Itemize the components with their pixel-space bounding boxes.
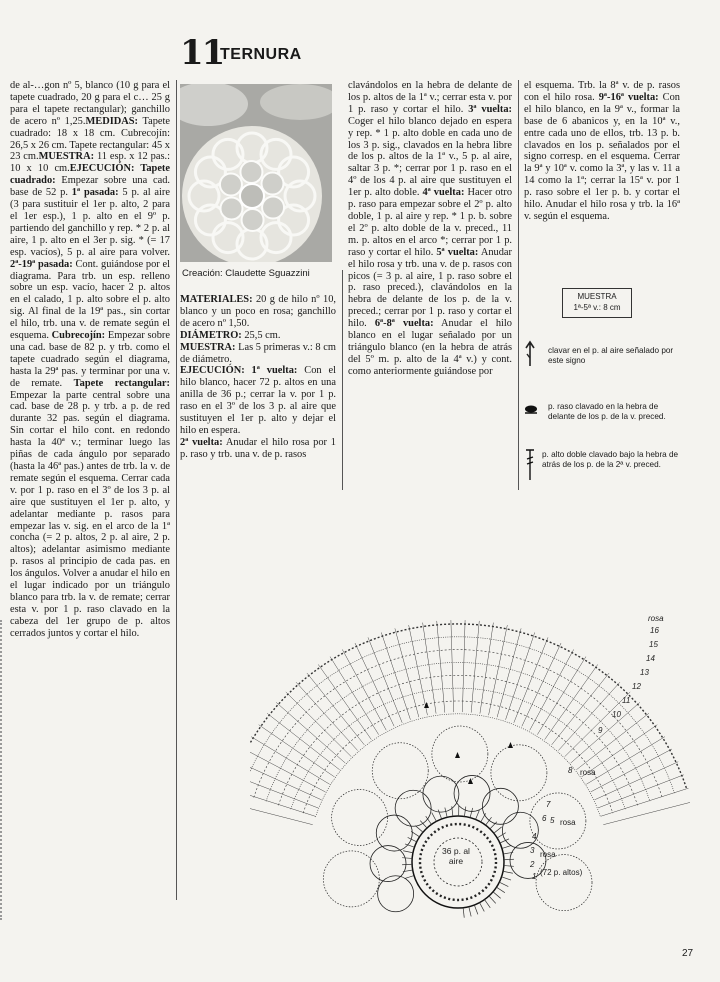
fan-row-arc [278, 675, 637, 805]
bold-heading: MEDIDAS: [85, 115, 138, 127]
fan-rib [558, 682, 620, 750]
row-label: 1 [532, 872, 537, 881]
row-label: 6 [542, 814, 547, 823]
shell-arc [370, 846, 406, 882]
instructions-column-3 [348, 80, 512, 378]
bold-heading: DIÁMETRO: [180, 329, 242, 341]
stitch-mark [481, 813, 486, 822]
raso-front-icon [524, 404, 538, 414]
stitch-mark [445, 808, 447, 818]
body-text: Empezar sobre una cad. base de 52 p. [10, 175, 170, 199]
stitch-mark [402, 858, 412, 859]
stitch-mark [476, 810, 480, 819]
bold-heading: Cubrecojín: [51, 330, 106, 342]
scallop [491, 745, 547, 801]
scallop [332, 789, 388, 845]
fan-rib [409, 625, 428, 715]
stitch-mark [496, 887, 504, 892]
body-text: el esquema. Trb. la 8ª v. de p. rasos con el hilo rosa. [524, 80, 680, 103]
paragraph-segment [10, 378, 170, 639]
instructions-column-2 [180, 294, 336, 461]
body-text: clavándolos en la hebra de delante de los p. altos de la 1ª v.; cerrar esta v. por 1 p. raso y cortar el hilo. [348, 80, 512, 115]
bold-heading: 3ª vuelta: [468, 103, 512, 115]
stitch-mark [503, 871, 513, 873]
stitch-mark [499, 882, 508, 886]
fan-rib [598, 775, 684, 808]
bold-heading: 5ª vuelta: [436, 246, 479, 258]
fan-rib [497, 628, 521, 717]
stitch-mark [464, 807, 465, 817]
stitch-mark [432, 813, 437, 822]
fan-rib [423, 623, 436, 714]
body-text: 20 g de hilo nº 10, blanco y un poco en rosa; ganchillo de acero nº 1,50. [180, 294, 336, 329]
fan-rib [571, 702, 640, 763]
body-text: 25,5 cm. [241, 329, 281, 341]
fan-rib [296, 682, 358, 750]
paragraph-segment [10, 80, 34, 91]
stitch-mark [415, 826, 423, 832]
fan-rib [286, 692, 351, 757]
bold-heading: 4ª vuelta: [422, 187, 465, 199]
fan-rib [259, 725, 335, 777]
column-divider [518, 80, 519, 490]
fan-rib [489, 625, 508, 715]
fan-rib [591, 749, 672, 792]
body-text: Anudar el hilo rosa por 1 p. raso y trb. una v. de p. rasos [180, 436, 336, 460]
bold-heading: 6ª-8ª vuelta: [374, 318, 434, 330]
row-label: rosa [540, 850, 556, 859]
fan-rib [342, 649, 386, 730]
bold-heading: 9ª-16ª vuelta: [598, 91, 659, 103]
doily-photo [180, 84, 332, 262]
body-text: Coger el hilo blanco dejado en espera y rep. * 1 p. alto doble en cada uno de los 3 p. sig., clavados en la hebra libre de los p. altos de la 1ª v., 5 p. al aire, saltar 3 p. *; cerrar por 1 p. raso en el 4º de los 4 p. al aire que sustituyen el 1er p. alto doble. [348, 115, 512, 199]
body-text: Las 5 primeras v.: 8 cm de diámetro. [180, 341, 336, 365]
body-text: Empezar sobre una cad. base de 82 p. y trb. como el tapete cuadrado según el diagrama, hasta la 29ª pas. y terminar por una v. de remate. [10, 330, 170, 389]
bold-heading: Tapete rectangular: [73, 377, 170, 389]
stitch-mark [493, 892, 501, 898]
body-text: 11 esp. x 12 pas.: 10 x 10 cm. [10, 151, 170, 175]
crochet-diagram [250, 570, 690, 935]
row-label: 3 [530, 846, 535, 855]
clavar-arrow-icon [524, 340, 536, 368]
bold-heading: 2ª vuelta: [180, 436, 223, 448]
instructions-column-4 [524, 80, 680, 223]
triangle-marker [455, 752, 460, 758]
page-number: 27 [682, 948, 694, 959]
fan-row-arc [291, 688, 625, 809]
stitch-mark [474, 905, 478, 914]
binding-edge [0, 620, 12, 920]
diagram-center-label: 36 p. al aire [442, 846, 470, 866]
scallop [536, 855, 592, 911]
instructions-column-1 [10, 80, 170, 640]
stitch-mark [470, 808, 473, 818]
paragraph-segment [524, 92, 680, 222]
paragraph-segment [180, 342, 336, 365]
fan-rib [307, 673, 364, 745]
scallop [372, 743, 428, 799]
fan-row-arc [250, 624, 687, 790]
row-label: 11 [622, 696, 631, 705]
body-text: Con el hilo blanco, hacer 72 p. altos en una anilla de 36 p.; cerrar la v. por 1 p. raso en el 3º de los 3 p. al aire que sustituyen el 1er p. alto y dejar el hilo en espera. [180, 365, 336, 436]
row-label: 7 [546, 800, 551, 809]
fan-rib [522, 643, 561, 726]
stitch-mark [403, 851, 413, 853]
fan-rib [471, 621, 479, 713]
body-text: Tapete cuadrado: 18 x 18 cm. Cubrecojín: 26,5 x 26 cm. Tapete rectangular: 45 x 23 cm. [10, 115, 170, 163]
fan-rib [576, 713, 649, 770]
sample-value: 1ª-5ª v.: 8 cm [573, 303, 621, 312]
bold-heading: EJECUCIÓN: Tapete cuadrado: [10, 163, 171, 187]
body-text: de al- [10, 80, 34, 91]
magazine-page: 11 TERNURA de al-…gon nº 5, blanco (10 g para el tapete cuadrado, 20 g para el c… 25 g para el tapete rectangular); ganchillo de acero nº 1,25.MEDIDAS: Tapete cuadrado: 18 x 18 cm. Cubrecojín: 26,5 x 26 cm. Tapete rectangular: 45 x 23 cm.MUESTRA: 11 esp. x 12 pas.: 10 x 10 cm.EJECUCIÓN: Tapete cuadrado: Empezar sobre una cad. base de 52 p. 1ª pasada: 5 p. al aire (3 para sustituir el 1er p. alto, 2 para el 1er esp.), 1 p. alto en el 9º p. partiendo del ganchillo y rep. * 2 p. al aire, 1 p. alto en el 3er p. sig. * (= 17 esp. vacíos), 5 p. al aire para volver. 2ª-19ª pasada: Cont. guiándose por el diagrama. Para trb. un esp. relleno sobre un esp. vacío, hacer 2 p. altos en el calado, 1 p. alto sobre el p. alto sig. Al final de la 19ª pas., sin cortar el hilo, trb. una v. de remate según el esquema. Cubrecojín: Empezar sobre una cad. base de 82 p. y trb. como el tapete cuadrado según el diagrama, hasta la 29ª pas. y terminar por una v. de remate. Tapete rectangular: Empezar la parte central sobre una cad. base de 28 p. y trb. a p. de red durante 32 pas. según el diagrama. Sin cortar el hilo cont. en redondo hasta la 40ª v.; terminar luego las piñas de cada ángulo por separado (hasta la 46ª pas.) antes de trb. la v. de remate según el esquema. Cerrar cada v. por 1 p. raso en el 3º de los 3 p. al aire que sustituyen el 1er p. alto, y adelantar mediante p. rasos para empezar las v. sig. en el arco de la 1ª concha (= 2 p. altos, 2 p. al aire, 2 p. altos); adelantar asimismo mediante p. rasos al principio de cada pas. en los ángulos. Volver a anudar el hilo en el lugar indicado por un triángulo blanco para trb. la v. de remate; cerrar esta v. por 1 p. raso clavado en la cabeza del 1er grupo de p. altos cerrados juntos y cortar el hilo. Creación: Claudette Sguazzini MATERIALES: 20 g de hilo nº 10, blanco y un poco en rosa; ganchillo de acero nº 1,50. DIÁMETRO: 25,5 cm. MUESTRA: Las 5 primeras v.: 8 cm de diámetro. EJECUCIÓN: 1ª vuelta: Con el hilo blanco, hacer 72 p. altos en una anilla de 36 p.; cerrar la v. por 1 p. raso en el 3º de los 3 p. al aire que sustituyen el 1er p. alto y dejar el hilo en espera. 2ª vuelta: Anudar el hilo rosa por 1 p. raso y trb. una v. de p. rasos clavándolos en la hebra de delante de los p. altos de la 1ª v.; cerrar esta v. por 1 p. raso y cortar el hilo. 3ª vuelta: Coger el hilo blanco dejado en espera y rep. * 1 p. alto doble en cada uno de los 3 p. sig., clavados en la hebra libre de los p. altos de la 1ª v., 5 p. al aire, saltar 3 p. *; cerrar por 1 p. raso en el 4º de los 4 p. al aire que sustituyen el 1er p. alto doble. 4ª vuelta: Hacer otro p. raso para empezar sobre el 2º p. alto doble, 1 p. al aire y rep. * 1 p. b. sobre el 2º p. alto doble de la v. preced., 11 m. p. altos en el arco *; cerrar por 1 p. raso y cortar el hilo. 5ª vuelta: Anudar el hilo rosa y trb. una v. de p. rasos con picos (= 3 p. al aire, 1 p. raso sobre el p. raso preced.), clavándolos en la hebra de delante de los p. de la v. preced.; cerrar por 1 p. raso y cortar el hilo. 6ª-8ª vuelta: Anudar el hilo blanco en el lugar señalado por un triángulo blanco (en la hebra de atrás del 5º m. p. alto de la 4ª v.) y cont. como anteriormente guiándose por el esquema. Trb. la 8ª v. de p. rasos con el hilo rosa. 9ª-16ª vuelta: Con el hilo blanco, en la 9ª v., formar la base de 6 abanicos y, en la 10ª v., entre cada uno de ellos, trb. 13 p. b. clavados en los p. señalados por el signo corresp. en el esquema. Cerrar la 9ª y 10ª v. como la 3ª, y las v. 11 a 14 como la 1ª; cerrar la 15ª v. por 1 p. raso sobre el 1er p. b. y cortar el hilo. Anudar el hilo rosa y trb. la 16ª v. según el esquema. MUESTRA 1ª-5ª v.: 8 cm clavar en el p. al aire señalado por este signo p. raso clavado en la hebra de delante de los p. de la v. preced. p. alto doble clavado bajo la hebra de atrás de los p. de la 2ª v. preced. 36 p. al aire rosa 16 15 14 13 12 11 10 9 8 rosa 7 6 5 rosa 4 3 2 rosa 1 (72 p. altos) 27 [0, 0, 720, 982]
paragraph-segment [180, 294, 336, 329]
fan-rib [603, 802, 690, 825]
stitch-mark [405, 876, 415, 879]
fan-rib [251, 737, 330, 785]
fan-rib [355, 643, 394, 726]
fan-rib [250, 775, 318, 808]
bold-heading: MATERIALES: [180, 294, 253, 305]
fan-rib [437, 621, 445, 713]
paragraph-segment [180, 437, 336, 460]
fan-rib [395, 628, 419, 717]
pattern-number: 11 [180, 33, 224, 73]
row-label: rosa [560, 818, 576, 827]
scallop [323, 851, 379, 907]
fan-rib [545, 664, 598, 739]
row-label: rosa [580, 768, 596, 777]
photo-credit: Creación: Claudette Sguazzini [182, 268, 310, 279]
fan-rib [565, 692, 630, 757]
fan-rib [462, 620, 465, 712]
shell-arc [376, 815, 412, 851]
row-label: 12 [632, 682, 641, 691]
pattern-title: TERNURA [220, 46, 302, 63]
shell-arc [423, 776, 459, 812]
stitch-mark [463, 908, 464, 918]
fan-rib [318, 664, 371, 739]
body-text: Empezar la parte central sobre una cad. base de 28 p. y trb. a p. de red durante 32 pas. según el diagrama. Sin cortar el hilo cont. en redondo hasta la 40ª v.; terminar luego las piñas de cada ángulo por separado (hasta la 46ª pas.) antes de trb. la v. de remate según el esquema. Cerrar cada v. por 1 p. raso en el 3º de los 3 p. al aire que sustituyen el 1er p. alto, y adelantar mediante p. rasos para empezar las v. sig. en el arco de la 1ª concha (= 2 p. altos, 2 p. al aire, 2 p. altos); adelantar asimismo mediante p. rasos al principio de cada pas. en los ángulos. Volver a anudar el hilo en el lugar indicado por un triángulo blanco para trb. la v. de remate; cerrar esta v. por 1 p. raso clavado en la cabeza del 1er grupo de p. altos cerrados juntos y cortar el hilo. [10, 389, 170, 639]
body-text: Hacer otro p. raso para empezar sobre el 2º p. alto doble, 1 p. al aire y rep. * 1 p. b. sobre el 2º p. alto doble de la v. preced., 11 m. p. altos en el arco *; cerrar por 1 p. raso y cortar el hilo. [348, 187, 513, 258]
stitch-mark [502, 845, 512, 848]
sample-box [562, 288, 632, 318]
body-text: Cont. guiándose por el diagrama. Para trb. un esp. relleno sobre un esp. vacío, hacer 2 p. altos en el calado, 1 p. alto sobre el p. alto sig. Al final de la 19ª pas., sin cortar el hilo, trb. una v. de remate según el esquema. [10, 258, 170, 342]
stitch-mark [438, 810, 442, 819]
paragraph-segment [348, 104, 512, 198]
stitch-mark [504, 866, 514, 867]
fan-rib [480, 623, 493, 714]
fan-rib [586, 737, 665, 785]
shell-arc [454, 775, 490, 811]
stitch-mark [497, 833, 506, 838]
column-divider [176, 80, 177, 900]
fan-rib [530, 649, 574, 730]
paragraph-segment [180, 365, 336, 436]
fan-row-arc [250, 637, 675, 794]
body-text: Con el hilo blanco, en la 9ª v., formar la base de 6 abanicos y, en la 10ª v., entre cada uno de ellos, trb. 13 p. b. clavados en los p. señalados por el signo corresp. en el esquema. Cerrar la 9ª y 10ª v. como la 3ª, y las v. 11 a 14 como la 1ª; cerrar la 15ª v. por 1 p. raso sobre el 1er p. b. y cortar el hilo. Anudar el hilo rosa y trb. la 16ª v. según el esquema. [524, 91, 680, 222]
paragraph-segment [348, 247, 512, 329]
row-label: 5 [550, 816, 555, 825]
stitch-mark [485, 900, 491, 908]
alto-doble-back-icon [524, 448, 536, 482]
row-label: 9 [598, 726, 603, 735]
stitch-mark [469, 907, 471, 917]
fan-rib [451, 620, 454, 712]
fan-rib [276, 702, 345, 763]
stitch-mark [480, 903, 485, 912]
scallop [432, 726, 488, 782]
paragraph-segment [180, 330, 280, 341]
body-text: 5 p. al aire (3 para sustituir el 1er p. alto, 2 para el 1er esp.), 1 p. alto en el 9º p. partiendo del ganchillo y rep. * 2 p. al aire, 1 p. alto en el 3er p. sig. * (= 17 esp. vacíos), 5 p. al aire para volver. [10, 187, 170, 258]
fan-rib [267, 713, 340, 770]
row-label: 16 [650, 626, 659, 635]
bold-heading: 2ª-19ª pasada: [10, 258, 73, 270]
row-label: 15 [649, 640, 658, 649]
pattern-header [180, 34, 700, 74]
bold-heading: 1ª pasada: [71, 187, 119, 199]
row-label: rosa [648, 614, 664, 623]
fan-rib [537, 657, 586, 735]
stitch-mark [494, 827, 502, 833]
row-label: (72 p. altos) [540, 868, 583, 877]
sample-title: MUESTRA [577, 292, 617, 301]
stitch-mark [489, 896, 496, 903]
bold-heading: EJECUCIÓN: 1ª vuelta: [180, 365, 298, 377]
triangle-marker [508, 742, 513, 748]
bold-heading: MUESTRA: [38, 151, 95, 163]
row-label: 14 [646, 654, 655, 663]
bold-heading: MUESTRA: [180, 341, 236, 353]
stitch-mark [502, 877, 511, 880]
column-divider [342, 270, 343, 490]
body-text: Anudar el hilo rosa y trb. una v. de p. rasos con picos (= 3 p. al aire, 1 p. raso sobre el p. raso preced.), clavándolos en la hebra de delante de los p. de la v. preced.; cerrar por 1 p. raso y cortar el hilo. [348, 246, 513, 330]
scallop [530, 793, 586, 849]
fan-rib [330, 657, 379, 735]
fan-rib [601, 788, 689, 816]
row-label: 2 [530, 860, 535, 869]
row-label: 10 [612, 710, 621, 719]
row-label: 8 [568, 766, 573, 775]
row-label: 4 [532, 832, 537, 841]
fan-rib [595, 762, 679, 800]
row-label: 13 [640, 668, 649, 677]
fan-row-arc [316, 714, 601, 817]
paragraph-segment [10, 259, 170, 341]
stitch-mark [408, 837, 417, 841]
body-text: …gon nº 5, blanco (10 g para el tapete cuadrado, 20 g para el c… 25 g para el tapete rectangular); ganchillo de acero nº 1,25. [10, 80, 170, 127]
body-text: Anudar el hilo blanco en el lugar señalado por un triángulo blanco (en la hebra de atrás del 5º m. p. alto de la 4ª v.) y cont. como anteriormente guiándose por [348, 318, 512, 377]
